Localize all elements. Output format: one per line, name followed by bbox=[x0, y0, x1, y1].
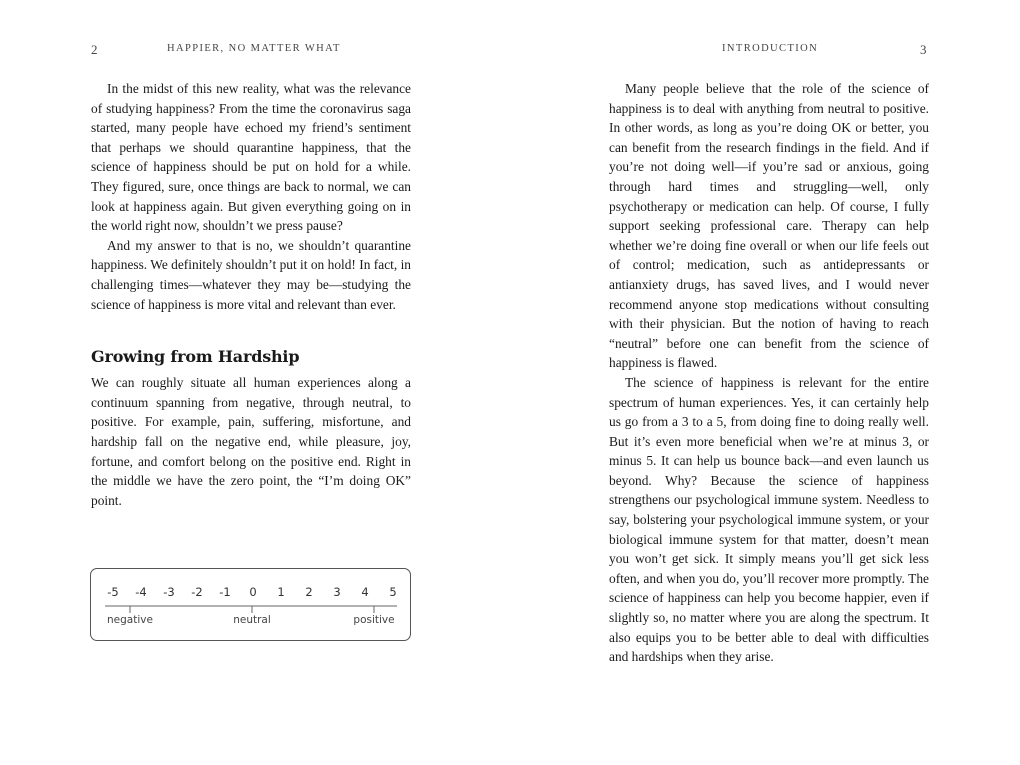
scale-number: 2 bbox=[305, 585, 313, 599]
happiness-scale-figure bbox=[90, 568, 411, 641]
scale-number: 5 bbox=[389, 585, 397, 599]
left-body-text bbox=[91, 79, 411, 510]
scale-number: 0 bbox=[249, 585, 257, 599]
paragraph: We can roughly situate all human experiences along a continuum spanning from negative, through neutral, to positive. For example, pain, suffering, misfortune, and hardship fall on the negative end, while pleasure, joy, fortune, and comfort belong on the positive end. Right in the middle we have the zero point, the “I’m doing OK” point. bbox=[91, 375, 411, 508]
scale-number: -5 bbox=[107, 585, 119, 599]
scale-number: 3 bbox=[333, 585, 341, 599]
right-body-text bbox=[609, 79, 929, 667]
paragraph: Many people believe that the role of the science of happiness is to deal with anything from neutral to positive. In other words, as long as you’re doing OK or better, you can benefit from the research findings in the field. And if you’re not doing well—if you’re sad or anxious, going through hard times and struggling—well, only psychotherapy or medication can help. Of course, I fully support seeking professional care. Therapy can help whether we’re doing fine overall or when our life feels out of control; medication, such as antidepressants or antianxiety drugs, has saved lives, and I would never recommend anyone stop medications without consulting with their physician. But the notion of having to reach “neutral” before one can benefit from the science of happiness is flawed. bbox=[609, 81, 929, 371]
scale-number: 4 bbox=[361, 585, 369, 599]
page-number: 2 bbox=[91, 42, 98, 57]
page-number: 3 bbox=[920, 42, 927, 57]
scale-number: -2 bbox=[191, 585, 203, 599]
scale-number: -1 bbox=[219, 585, 231, 599]
scale-label-negative: negative bbox=[107, 614, 153, 626]
right-page bbox=[510, 0, 1020, 765]
paragraph: And my answer to that is no, we shouldn’t quarantine happiness. We definitely shouldn’t put it on hold! In fact, in challenging times—whatever they may be—studying the science of happiness is more vital and relevant than ever. bbox=[91, 237, 411, 312]
section-heading: Growing from Hardship bbox=[91, 347, 300, 367]
happiness-scale bbox=[91, 569, 412, 642]
scale-number: -3 bbox=[163, 585, 175, 599]
scale-number: 1 bbox=[277, 585, 285, 599]
scale-number: -4 bbox=[135, 585, 147, 599]
paragraph: In the midst of this new reality, what was the relevance of studying happiness? From the time the coronavirus saga started, many people have echoed my friend’s sentiment that perhaps we should quarantine happiness, that the science of happiness should be put on hold for a while. They figured, sure, once things are back to normal, we can look at happiness again. But given everything going on in the world right now, shouldn’t we press pause? bbox=[91, 81, 411, 234]
scale-label-neutral: neutral bbox=[233, 614, 271, 626]
scale-label-positive: positive bbox=[353, 614, 395, 626]
running-head: HAPPIER, NO MATTER WHAT bbox=[167, 43, 341, 54]
running-head: INTRODUCTION bbox=[722, 43, 819, 54]
paragraph: The science of happiness is relevant for the entire spectrum of human experiences. Yes, it can certainly help us go from a 3 to a 5, from doing fine to doing really well. But it’s even more beneficial when we’re at minus 3, or minus 5. It can help us bounce back—and even launch us beyond. Why? Because the science of happiness strengthens our psychological immune system. Needless to say, bolstering your psychological immune system, or your biological immune system for that matter, doesn’t mean you won’t get sick. It simply means you’ll get sick less often, and when you do, you’ll recover more promptly. The science of happiness can help you become happier, even if slightly so, no matter where you are along the spectrum. It also equips you to be better able to deal with difficulties and hardships when they arise. bbox=[609, 374, 929, 665]
